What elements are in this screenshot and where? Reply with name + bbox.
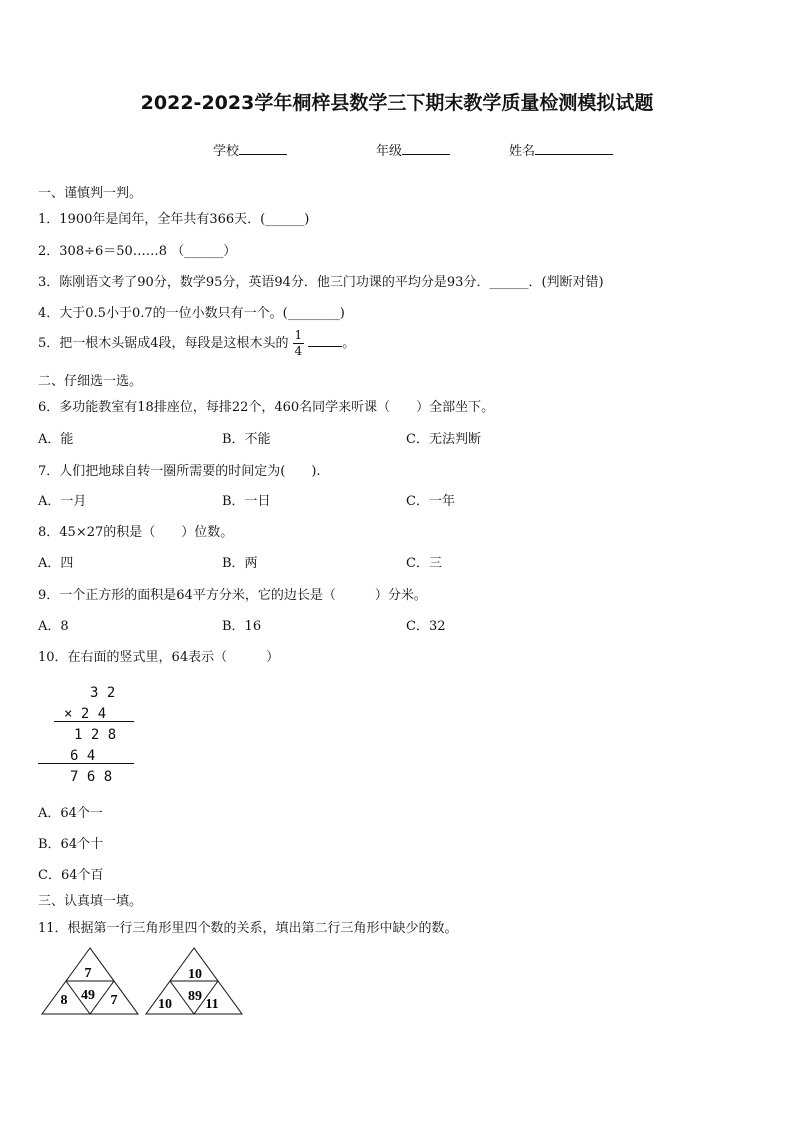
q6-option-b[interactable]: B．不能	[222, 432, 271, 447]
question-6: 6．多功能教室有18排座位，每排22个，460名同学来听课（ ）全部坐下。	[38, 400, 495, 415]
triangle-2-center: 89	[188, 989, 202, 1004]
answer-blank[interactable]	[308, 334, 342, 347]
triangle-1-center: 49	[81, 988, 95, 1003]
q8-option-a[interactable]: A．四	[38, 556, 74, 571]
calc-rule-1	[54, 721, 134, 722]
school-field	[213, 140, 287, 159]
calc-partial-1: 1 2 8	[74, 727, 117, 743]
q8-option-c[interactable]: C．三	[406, 556, 442, 571]
page-title: 2022-2023学年桐梓县数学三下期末教学质量检测模拟试题	[140, 92, 654, 114]
number-triangles	[38, 944, 248, 1018]
q9-option-c[interactable]: C．32	[406, 619, 446, 634]
q7-option-b[interactable]: B．一日	[222, 494, 271, 509]
q6-option-c[interactable]: C．无法判断	[406, 432, 481, 447]
fraction-one-quarter	[293, 328, 305, 359]
question-10: 10．在右面的竖式里，64表示（ ）	[38, 650, 280, 665]
triangle-1-right: 7	[110, 993, 118, 1008]
question-5-end: 。	[342, 336, 356, 351]
name-field	[509, 140, 613, 159]
grade-blank[interactable]	[402, 142, 450, 155]
school-blank[interactable]	[239, 142, 287, 155]
school-label: 学校	[213, 144, 240, 159]
question-9: 9．一个正方形的面积是64平方分米，它的边长是（ ）分米。	[38, 588, 427, 603]
fraction-numerator: 1	[294, 328, 303, 342]
q10-option-b[interactable]: B．64个十	[38, 837, 104, 852]
question-7: 7．人们把地球自转一圈所需要的时间定为( ).	[38, 464, 321, 479]
q10-option-c[interactable]: C．64个百	[38, 868, 104, 883]
grade-field	[376, 140, 450, 159]
section-3-heading: 三、认真填一填。	[38, 894, 143, 909]
name-blank[interactable]	[535, 142, 613, 155]
q7-option-a[interactable]: A．一月	[38, 494, 87, 509]
calc-rule-2	[38, 763, 134, 764]
question-1: 1．1900年是闰年，全年共有366天．(______)	[38, 212, 310, 227]
question-3: 3．陈刚语文考了90分，数学95分，英语94分．他三门功课的平均分是93分．______．(判断对错)	[38, 275, 604, 290]
q7-option-c[interactable]: C．一年	[406, 494, 455, 509]
triangle-2-left: 10	[158, 997, 172, 1012]
question-2: 2．308÷6＝50……8 （______）	[38, 244, 237, 259]
calc-product: 7 6 8	[70, 769, 113, 785]
q10-option-a[interactable]: A．64个一	[38, 806, 103, 821]
calc-multiplier: × 2 4	[64, 706, 107, 722]
triangle-1-top: 7	[84, 966, 92, 981]
question-5-text: 5．把一根木头锯成4段，每段是这根木头的	[38, 336, 289, 351]
calc-partial-2: 6 4	[70, 748, 96, 764]
calc-multiplicand: 3 2	[90, 685, 116, 701]
q8-option-b[interactable]: B．两	[222, 556, 258, 571]
fraction-denominator: 4	[294, 344, 303, 358]
grade-label: 年级	[376, 144, 403, 159]
triangle-2-top: 10	[188, 967, 202, 982]
triangle-2	[146, 948, 242, 1014]
q6-option-a[interactable]: A．能	[38, 432, 74, 447]
triangle-1	[42, 948, 138, 1014]
section-1-heading: 一、谨慎判一判。	[38, 186, 143, 201]
section-2-heading: 二、仔细选一选。	[38, 374, 143, 389]
q9-option-a[interactable]: A．8	[38, 619, 69, 634]
question-8: 8．45×27的积是（ ）位数。	[38, 525, 234, 540]
name-label: 姓名	[509, 144, 536, 159]
triangle-2-right: 11	[205, 997, 219, 1012]
q9-option-b[interactable]: B．16	[222, 619, 262, 634]
question-11: 11．根据第一行三角形里四个数的关系，填出第二行三角形中缺少的数。	[38, 921, 458, 936]
question-4: 4．大于0.5小于0.7的一位小数只有一个。(________)	[38, 306, 345, 321]
question-5	[38, 328, 355, 359]
triangle-1-left: 8	[60, 993, 68, 1008]
